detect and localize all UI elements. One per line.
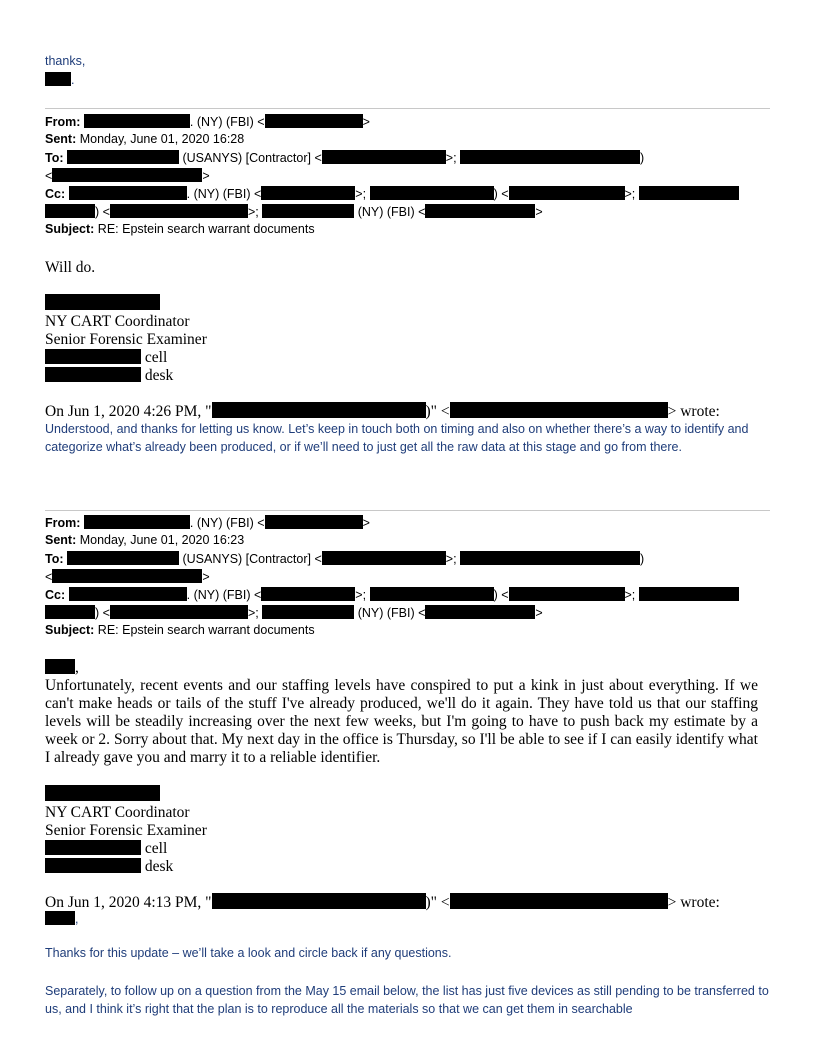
sig-title-1: NY CART Coordinator — [45, 804, 190, 821]
sig-desk-label: desk — [144, 858, 174, 875]
redaction-block — [639, 587, 739, 601]
redaction-block — [69, 186, 187, 200]
cc2-separator: >; — [247, 205, 259, 219]
greeting-comma: , — [75, 659, 79, 676]
from-label: From: — [45, 516, 81, 530]
email1-body: Will do. — [45, 259, 96, 276]
to2-close: > — [202, 570, 210, 584]
quote-mid: )" < — [425, 403, 450, 420]
sent-value: Monday, June 01, 2020 16:28 — [79, 132, 245, 146]
redaction-block — [212, 893, 426, 909]
cc-separator-1: >; — [355, 187, 367, 201]
email1-quoted-body: Understood, and thanks for letting us know. Let’s keep in touch both on timing and also on whether there’s a way to identify and categorize what’s already been produced, or if we’ll need to just get all the raw data at this stage and go from there. — [45, 422, 749, 454]
cc2-text-2: (NY) (FBI) < — [357, 205, 426, 219]
cc-text-2: ) < — [493, 588, 509, 602]
redaction-block — [84, 114, 190, 128]
header-divider — [45, 108, 770, 109]
quoted-paragraph-1: Thanks for this update – we’ll take a look and circle back if any questions. — [45, 946, 452, 960]
cc2-text-1: ) < — [95, 205, 110, 219]
from-line — [45, 515, 370, 530]
redaction-block — [265, 114, 363, 128]
from-text: . (NY) (FBI) < — [189, 516, 265, 530]
redaction-block — [45, 911, 75, 925]
to-separator: >; — [445, 151, 457, 165]
cc-line — [45, 186, 739, 201]
redaction-block — [67, 150, 179, 164]
redaction-block — [45, 605, 95, 619]
to-text: (USANYS) [Contractor] < — [182, 151, 322, 165]
signoff-period: . — [71, 73, 75, 87]
redaction-block — [45, 204, 95, 218]
to-line-2 — [45, 569, 210, 584]
redaction-block — [84, 515, 190, 529]
to-label: To: — [45, 151, 64, 165]
subject-value: RE: Epstein search warrant documents — [97, 623, 315, 637]
subject-value: RE: Epstein search warrant documents — [97, 222, 315, 236]
from-end: > — [362, 516, 370, 530]
quote-prefix: On Jun 1, 2020 4:26 PM, " — [45, 403, 212, 420]
from-end: > — [362, 115, 370, 129]
cc-line — [45, 587, 739, 602]
from-text: . (NY) (FBI) < — [189, 115, 265, 129]
cc-label: Cc: — [45, 187, 66, 201]
redaction-block — [45, 72, 71, 86]
redaction-block — [110, 204, 248, 218]
sig-cell-label: cell — [144, 840, 168, 857]
to-line-2 — [45, 168, 210, 183]
quoted-greeting-comma: , — [75, 912, 79, 926]
subject-label: Subject: — [45, 623, 95, 637]
cc-text-2: ) < — [493, 187, 509, 201]
redaction-block — [45, 367, 141, 382]
redaction-block — [450, 402, 668, 418]
subject-label: Subject: — [45, 222, 95, 236]
redaction-block — [212, 402, 426, 418]
to-text: (USANYS) [Contractor] < — [182, 552, 322, 566]
redaction-block — [45, 659, 75, 674]
redaction-block — [262, 605, 354, 619]
sig-desk-line — [45, 858, 173, 876]
to-line — [45, 150, 644, 165]
quoted-greeting — [45, 911, 78, 926]
redaction-block — [262, 204, 354, 218]
sent-value: Monday, June 01, 2020 16:23 — [79, 533, 245, 547]
from-line — [45, 114, 370, 129]
to2-open: < — [45, 169, 53, 183]
sig-cell-label: cell — [144, 349, 168, 366]
cc2-text-1: ) < — [95, 606, 110, 620]
to-line — [45, 551, 644, 566]
sig-desk-line — [45, 367, 173, 385]
sig-name-redaction — [45, 294, 160, 313]
redaction-block — [45, 858, 141, 873]
cc-separator-1: >; — [355, 588, 367, 602]
sent-label: Sent: — [45, 132, 77, 146]
quote-mid: )" < — [425, 894, 450, 911]
quote-prefix: On Jun 1, 2020 4:13 PM, " — [45, 894, 212, 911]
thanks-line: thanks, — [45, 54, 86, 68]
quote-end: > wrote: — [667, 894, 720, 911]
redaction-block — [370, 186, 494, 200]
redaction-block — [425, 605, 535, 619]
redaction-block — [69, 587, 187, 601]
sig-title-1: NY CART Coordinator — [45, 313, 190, 330]
sig-desk-label: desk — [144, 367, 174, 384]
to-close: ) — [640, 151, 645, 165]
email2-quote-line — [45, 893, 720, 912]
redaction-block — [45, 840, 141, 855]
subject-line — [45, 623, 315, 637]
sig-title-2: Senior Forensic Examiner — [45, 331, 207, 348]
redaction-block — [509, 186, 625, 200]
sig-cell-line — [45, 349, 167, 367]
redaction-block — [52, 569, 202, 583]
to2-open: < — [45, 570, 53, 584]
quoted-paragraph-2: Separately, to follow up on a question from the May 15 email below, the list has just five devices as still pending to be transferred to us, and I think it’s right that the plan is to reproduce all the materials so that we can get them in searchable — [45, 984, 769, 1016]
cc-line-2 — [45, 204, 543, 219]
cc2-end: > — [535, 606, 543, 620]
redaction-block — [460, 150, 640, 164]
redaction-block — [460, 551, 640, 565]
cc-text-1: . (NY) (FBI) < — [186, 187, 262, 201]
redaction-block — [261, 186, 355, 200]
cc-separator-2: >; — [624, 588, 636, 602]
redaction-block — [261, 587, 355, 601]
sent-label: Sent: — [45, 533, 77, 547]
sent-line — [45, 533, 244, 547]
to-separator: >; — [445, 552, 457, 566]
cc-text-1: . (NY) (FBI) < — [186, 588, 262, 602]
redaction-block — [509, 587, 625, 601]
email1-quote-line — [45, 402, 720, 421]
redaction-block — [322, 551, 446, 565]
signoff-line — [45, 72, 74, 87]
email2-body: Unfortunately, recent events and our staffing levels have conspired to put a kink in just about everything. If we can't make heads or tails of the stuff I've already produced, we'll do it again. They have told us that our staffing levels will be steadily increasing over the next few weeks, but I'm going to have to push back my estimate by a week or 2. Sorry about that. My next day in the office is Thursday, so I'll be able to see if I can easily identify what I already gave you and marry it to a reliable identifier. — [45, 677, 758, 766]
redaction-block — [425, 204, 535, 218]
redaction-block — [67, 551, 179, 565]
to2-close: > — [202, 169, 210, 183]
redaction-block — [52, 168, 202, 182]
redaction-block — [639, 186, 739, 200]
redaction-block — [322, 150, 446, 164]
cc2-separator: >; — [247, 606, 259, 620]
cc-label: Cc: — [45, 588, 66, 602]
cc2-end: > — [535, 205, 543, 219]
sent-line — [45, 132, 244, 146]
cc2-text-2: (NY) (FBI) < — [357, 606, 426, 620]
redaction-block — [370, 587, 494, 601]
to-label: To: — [45, 552, 64, 566]
redaction-block — [45, 294, 160, 310]
redaction-block — [45, 349, 141, 364]
sig-name-redaction — [45, 785, 160, 804]
redaction-block — [110, 605, 248, 619]
subject-line — [45, 222, 315, 236]
sig-title-2: Senior Forensic Examiner — [45, 822, 207, 839]
to-close: ) — [640, 552, 645, 566]
redaction-block — [450, 893, 668, 909]
cc-line-2 — [45, 605, 543, 620]
from-label: From: — [45, 115, 81, 129]
sig-cell-line — [45, 840, 167, 858]
quote-end: > wrote: — [667, 403, 720, 420]
cc-separator-2: >; — [624, 187, 636, 201]
redaction-block — [265, 515, 363, 529]
redaction-block — [45, 785, 160, 801]
header-divider — [45, 510, 770, 511]
email2-greeting — [45, 659, 79, 677]
